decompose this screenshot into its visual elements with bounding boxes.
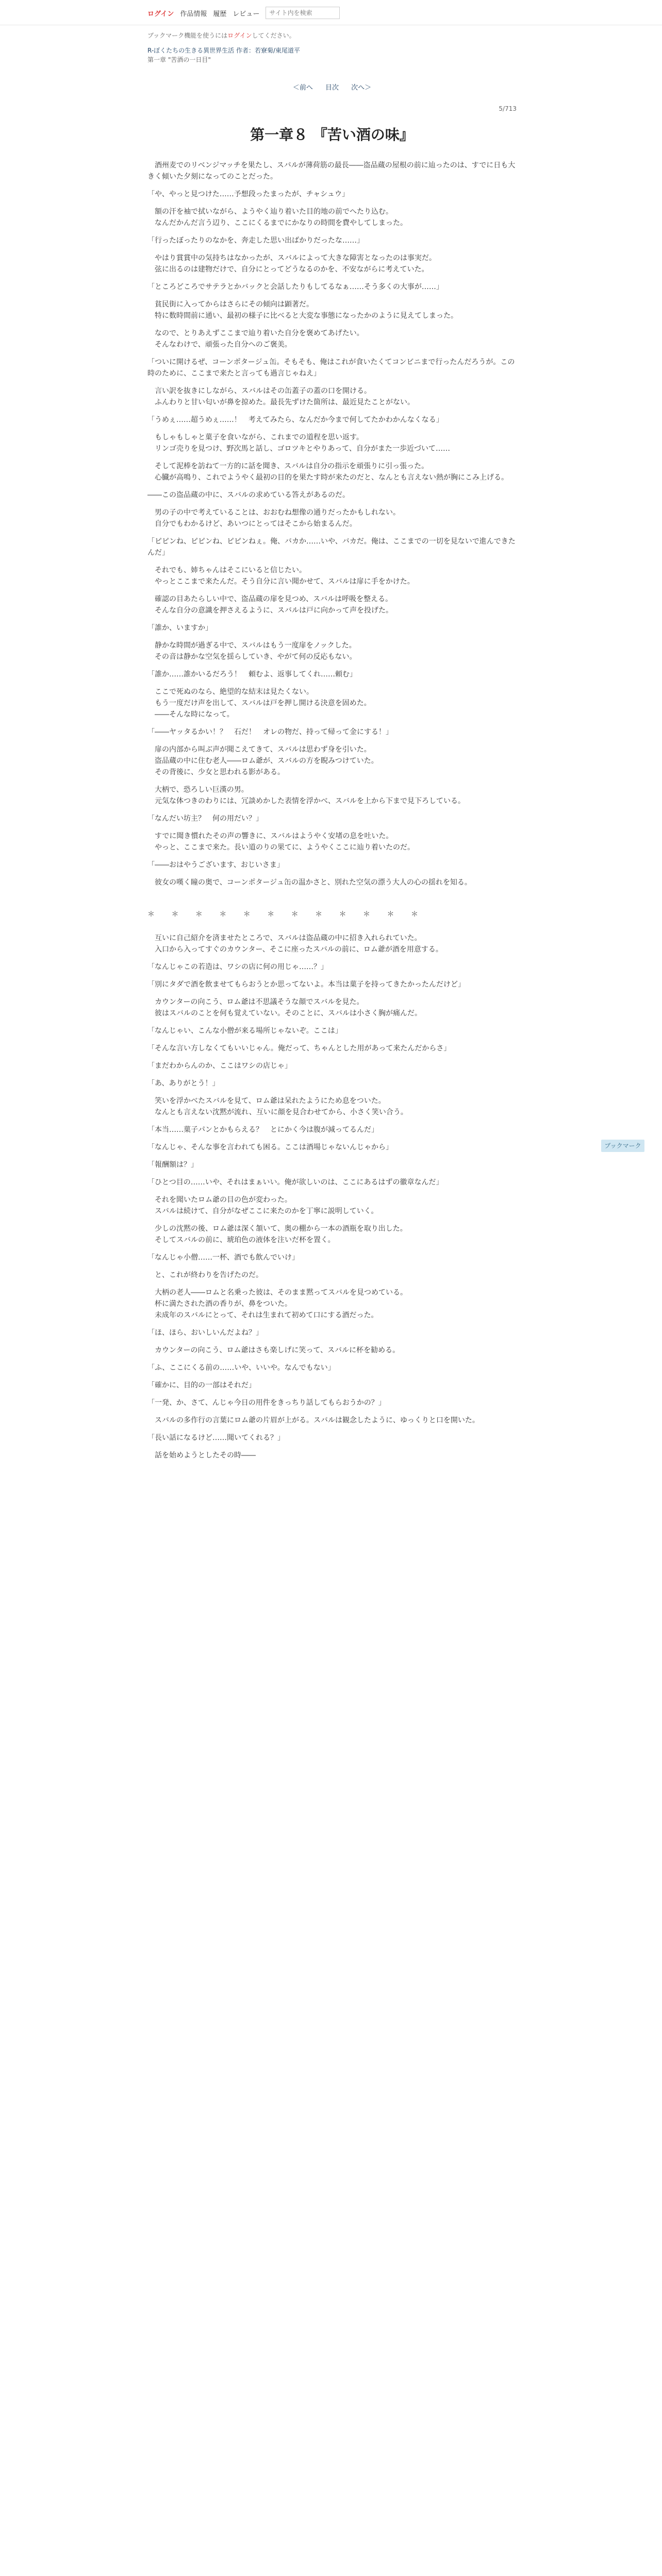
paragraph: 額の汗を袖で拭いながら、ようやく辿り着いた目的地の前でへたり込む。 なんだかんだ言う辺り、ここにくるまでにかなりの時間を費やしてしまった。 — [147, 208, 407, 227]
chapter-body-part2 — [147, 933, 517, 1461]
paragraph: ――この盗品蔵の中に、スバルの求めている答えがあるのだ。 — [147, 491, 350, 499]
paragraph: 「確かに、目的の一部はそれだ」 — [147, 1381, 256, 1389]
paragraph: と、これが終わりを告げたのだ。 — [147, 1271, 263, 1279]
paragraph: 「そんな言い方しなくてもいいじゃん。俺だって、ちゃんとした用があって来たんだからさ」 — [147, 1044, 451, 1053]
next-link[interactable]: 次へ＞ — [351, 84, 372, 92]
paragraph: 「一発、か、さて、んじゃ今日の用件をきっちり話してもらおうかの？」 — [147, 1399, 386, 1407]
paragraph: 「ほ、ほら、おいしいんだよね？」 — [147, 1329, 263, 1337]
notice-prefix: ブックマーク機能を使うには — [147, 32, 228, 39]
paragraph: 「行ったぼったりのなかを、奔走した思い出ばかりだったな……」 — [147, 236, 364, 245]
paragraph: 「ふ、ここにくる前の……いや、いいや。なんでもない」 — [147, 1364, 335, 1372]
section-separator: ＊ ＊ ＊ ＊ ＊ ＊ ＊ ＊ ＊ ＊ ＊ ＊ — [147, 910, 425, 919]
page-number: 5/713 — [499, 105, 517, 112]
paragraph: 「ところどころでサテラとかバックと会話したりもしてるなぁ……そう多くの大事が……」 — [147, 283, 443, 291]
paragraph: 互いに自己紹介を済ませたところで、スバルは盗品蔵の中に招き入れられていた。 入口から入ってすぐのカウンター、そこに座ったスバルの前に、ロム爺が酒を用意する。 — [147, 934, 443, 954]
paragraph: 言い訳を抜きにしながら、スバルはその缶蓋子の蓋の口を開ける。 ふんわりと甘い匂いが鼻を掠めた。最長先ずけた箇所は、最近見たことがない。 — [147, 387, 415, 406]
paragraph: 酒州麦でのリベンジマッチを果たし、スバルが薄荷筋の最長――盗品蔵の屋根の前に辿ったのは、すでに日も大きく傾いた夕刻になってのことだった。 — [147, 161, 516, 181]
paragraph: 少しの沈黙の後、ロム爺は深く頷いて、奥の棚から一本の酒瓶を取り出した。 そしてスバルの前に、琥珀色の液体を注いだ杯を置く。 — [147, 1225, 407, 1244]
paragraph: それを聞いたロム爺の目の色が変わった。 スバルは続けて、自分がなぜここに来たのかを丁寧に説明していく。 — [147, 1196, 378, 1215]
paragraph: なので、とりあえずここまで辿り着いた自分を褒めてあげたい。 そんなわけで、頑張った自分へのご褒美。 — [147, 329, 364, 349]
login-button[interactable]: ログイン — [147, 10, 174, 18]
paragraph: 「ついに開けるぜ、コーンポタージュ缶。そもそも、俺はこれが食いたくてコンビニまで行ったんだろうが。この時のために、ここまで来たと言っても過言じゃねえ」 — [147, 358, 515, 378]
paragraph: もしゃもしゃと菓子を食いながら、これまでの道程を思い返す。 リンゴ売りを見つけ、野次馬と話し、ゴロツキとやりあって、自分がまた一歩近づいて…… — [147, 433, 451, 453]
bookmark-notice — [147, 31, 517, 40]
prev-link[interactable]: ＜前へ — [292, 84, 313, 92]
paragraph: 「本当……菓子パンとかもらえる？ とにかく今は腹が減ってるんだ」 — [147, 1126, 378, 1134]
breadcrumb-work-link[interactable]: R-ぼくたちの生きる異世界生活 作者：若寮菊/東尾道平 — [147, 47, 301, 54]
nav-history[interactable]: 履歴 — [213, 10, 227, 18]
paragraph: 話を始めようとしたその時―― — [147, 1451, 256, 1460]
paragraph: 大柄の老人――ロムと名乗った彼は、そのまま黙ってスバルを見つめている。 杯に満たされた酒の香りが、鼻をついた。 未成年のスバルにとって、それは生まれて初めて口にする酒だった。 — [147, 1289, 407, 1319]
search-input[interactable] — [266, 7, 340, 19]
paragraph: それでも、姉ちゃんはそこにいると信じたい。 やっとここまで来たんだ。そう自分に言い聞かせて、スバルは扉に手をかけた。 — [147, 566, 415, 586]
paragraph: 「や、やっと見つけた……予想段ったまったが、チャシュウ」 — [147, 190, 350, 198]
paragraph: 彼女の嘆く瞳の奥で、コーンポタージュ缶の温かさと、別れた空気の漂う大人の心の揺れを知る。 — [147, 878, 472, 887]
breadcrumb-chapter: 第一章 "苦酒の一日目" — [147, 56, 211, 63]
paragraph: 「ひとつ目の……いや、それはまぁいい。俺が欲しいのは、ここにあるはずの徽章なんだ」 — [147, 1178, 443, 1187]
paragraph: 静かな時間が過ぎる中で、スバルはもう一度扉をノックした。 その音は静かな空気を揺らしていき、やがて何の反応もない。 — [147, 641, 357, 661]
paragraph: カウンターの向こう、ロム爺は不思議そうな顔でスバルを見た。 彼はスバルのことを何も覚えていない。そのことに、スバルは小さく胸が痛んだ。 — [147, 998, 422, 1018]
paragraph: 貧民街に入ってからはさらにその傾向は顕著だ。 特に数時間前に通い、最初の様子に比べると大変な事態になったかのように見えてしまった。 — [147, 300, 458, 320]
top-nav — [147, 6, 340, 20]
chapter-body-part1 — [147, 160, 517, 888]
paragraph: 「なんじゃい、こんな小僧が来る場所じゃないぞ。ここは」 — [147, 1027, 342, 1035]
paragraph: 「誰か……誰かいるだろう！ 頼むよ、返事してくれ……頼む」 — [147, 670, 357, 679]
paragraph: 「ピピンね、ピピンね、ピピンねぇ。俺、バカか……いや、バカだ。俺は、ここまでの一切を見ないで進んできたんだ」 — [147, 537, 516, 557]
paragraph: そして泥棒を訪ねて一方的に話を聞き、スバルは自分の指示を頑張りに引っ張った。 心臓が高鳴り、これでようやく最初の目的を果たす時が来たのだと、なんとも言えない熱が胸にこみ上げる。 — [147, 462, 508, 482]
paragraph: 扉の内部から叫ぶ声が聞こえてきて、スバルは思わず身を引いた。 盗品蔵の中に住む老人――ロム爺が、スバルの方を睨みつけていた。 その背後に、少女と思われる影がある。 — [147, 745, 378, 776]
paragraph: 「なんじゃ、そんな事を言われても困る。ここは酒場じゃないんじゃから」 — [147, 1143, 393, 1151]
paragraph: 大柄で、恐ろしい巨漢の男。 元気な体つきのわりには、冗談めかした表情を浮かべ、スバルを上から下まで見下ろしている。 — [147, 786, 465, 805]
paragraph: 「報酬額は？」 — [147, 1161, 198, 1169]
paragraph: 「まだわからんのか、ここはワシの店じゃ」 — [147, 1062, 292, 1070]
side-bookmark-tab[interactable]: ブックマーク — [601, 1140, 644, 1152]
paragraph: カウンターの向こう、ロム爺はさも楽しげに笑って、スバルに杯を勧める。 — [147, 1346, 400, 1354]
paragraph: 「――ヤッタるかい！？ 石だ！ オレの物だ、持って帰って金にする！」 — [147, 728, 393, 736]
paragraph: 「なんじゃこの若造は、ワシの店に何の用じゃ……？」 — [147, 963, 328, 971]
reader-content — [147, 31, 517, 1467]
paragraph: 「なんじゃ小僧……一杯、酒でも飲んでいけ」 — [147, 1253, 299, 1262]
nav-review[interactable]: レビュー — [233, 10, 260, 18]
paragraph: 「――おはやうございます、おじいさま」 — [147, 861, 284, 869]
nav-work-info[interactable]: 作品情報 — [180, 10, 207, 18]
paragraph: 「別にタダで酒を飲ませてもらおうとか思ってないよ。本当は菓子を持ってきたかったんだけど」 — [147, 980, 465, 989]
paragraph: 「うめぇ……超うめぇ……！ 考えてみたら、なんだか今まで何してたかわかんなくなる」 — [147, 416, 443, 424]
chapter-title: 第一章８ 『苦い酒の味』 — [250, 126, 414, 143]
paragraph: 「あ、ありがとう！」 — [147, 1079, 220, 1088]
top-bar — [0, 0, 662, 25]
paragraph: 男の子の中で考えていることは、おおむね想像の通りだったかもしれない。 自分でもわかるけど、あいつにとってはそこから始まるんだ。 — [147, 509, 400, 528]
paragraph: ここで死ぬのなら、絶望的な結末は見たくない。 もう一度だけ声を出して、スバルは戸を押し開ける決意を固めた。 ――そんな時になって。 — [147, 688, 371, 719]
paragraph: 確認の目あたらしい中で、盗品蔵の扉を見つめ、スバルは呼吸を整える。 そんな自分の意識を押さえるように、スバルは戸に向かって声を投げた。 — [147, 595, 393, 615]
paragraph: 「誰か、いますか」 — [147, 624, 212, 632]
notice-login-link[interactable]: ログイン — [227, 32, 252, 39]
paragraph: 「長い話になるけど……聞いてくれる？」 — [147, 1434, 285, 1442]
notice-suffix: してください。 — [252, 32, 295, 39]
paragraph: 「なんだい坊主？ 何の用だい？」 — [147, 815, 263, 823]
paragraph: やはり賞賞中の気持ちはなかったが、スバルによって大きな障害となったのは事実だ。 弦に出るのは建物だけで、自分にとってどうなるのかを、不安ながらに考えていた。 — [147, 254, 436, 274]
chapter-pager — [147, 82, 517, 92]
paragraph: すでに聞き慣れたその声の響きに、スバルはようやく安堵の息を吐いた。 やっと、ここまで来た。長い道のりの果てに、ようやくここに辿り着いたのだ。 — [147, 832, 415, 852]
breadcrumb — [147, 46, 517, 64]
paragraph: スバルの多作行の言葉にロム爺の片眉が上がる。スバルは観念したように、ゆっくりと口を開いた。 — [147, 1416, 479, 1425]
index-link[interactable]: 目次 — [325, 84, 339, 92]
paragraph: 笑いを浮かべたスバルを見て、ロム爺は呆れたようにため息をついた。 なんとも言えない沈黙が流れ、互いに顔を見合わせてから、小さく笑い合う。 — [147, 1097, 408, 1116]
